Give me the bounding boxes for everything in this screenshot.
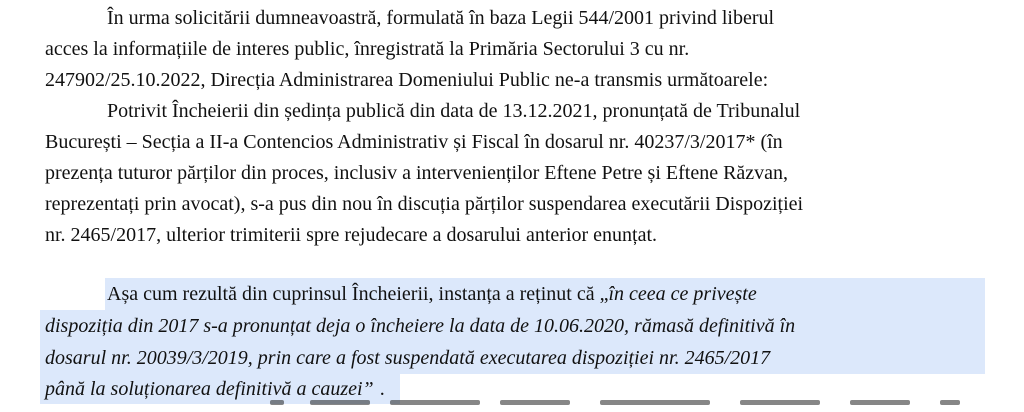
paragraph-2-line-2 (45, 127, 975, 157)
text-line (107, 279, 757, 309)
text-line: Potrivit Încheierii din ședința publică din data de 13.12.2021, pronunțată de Tribunalul (107, 100, 801, 122)
paragraph-1-line-2 (45, 34, 975, 64)
period-text: . (379, 378, 385, 400)
paragraph-1-line-3 (45, 65, 975, 95)
paragraph-3-line-3 (45, 343, 975, 373)
paragraph-2-line-1 (107, 96, 975, 126)
text-line: În urma solicitării dumneavoastră, formulată în baza Legii 544/2001 privind liberul (107, 7, 775, 29)
text-line: nr. 2465/2017, ulterior trimiterii spre rejudecare a dosarului anterior enunțat. (45, 224, 658, 246)
clipped-text-line (270, 400, 970, 412)
paragraph-2-line-4 (45, 189, 975, 219)
quote-text: dosarul nr. 20039/3/2019, prin care a fost suspendată executarea dispoziției nr. 2465/2017 (45, 347, 771, 369)
text-line: prezența tuturor părților din proces, inclusiv a intervenienților Eftene Petre și Eftene Răzvan, (45, 162, 789, 184)
text-line: 247902/25.10.2022, Direcția Administrarea Domeniului Public ne-a transmis următoarele: (45, 69, 769, 91)
paragraph-3-line-1 (107, 279, 975, 309)
quote-text: dispoziția din 2017 s-a pronunțat deja o încheiere la data de 10.06.2020, rămasă definitivă în (45, 315, 796, 337)
paragraph-3-line-2 (45, 311, 975, 341)
text-line: reprezentați prin avocat), s-a pus din nou în discuția părților suspendarea executării Dispoziției (45, 193, 804, 215)
paragraph-2-line-5 (45, 220, 975, 250)
paragraph-1-line-1 (107, 3, 975, 33)
quote-text: până la soluționarea definitivă a cauzei” (45, 378, 374, 400)
text-line: București – Secția a II-a Contencios Administrativ și Fiscal în dosarul nr. 40237/3/2017* (în (45, 131, 783, 153)
text-line: acces la informațiile de interes public, înregistrată la Primăria Sectorului 3 cu nr. (45, 38, 690, 60)
paragraph-2-line-3 (45, 158, 975, 188)
lead-text: Așa cum rezultă din cuprinsul Încheierii, instanța a reținut că „ (107, 283, 609, 305)
quote-text: în ceea ce privește (608, 283, 757, 305)
